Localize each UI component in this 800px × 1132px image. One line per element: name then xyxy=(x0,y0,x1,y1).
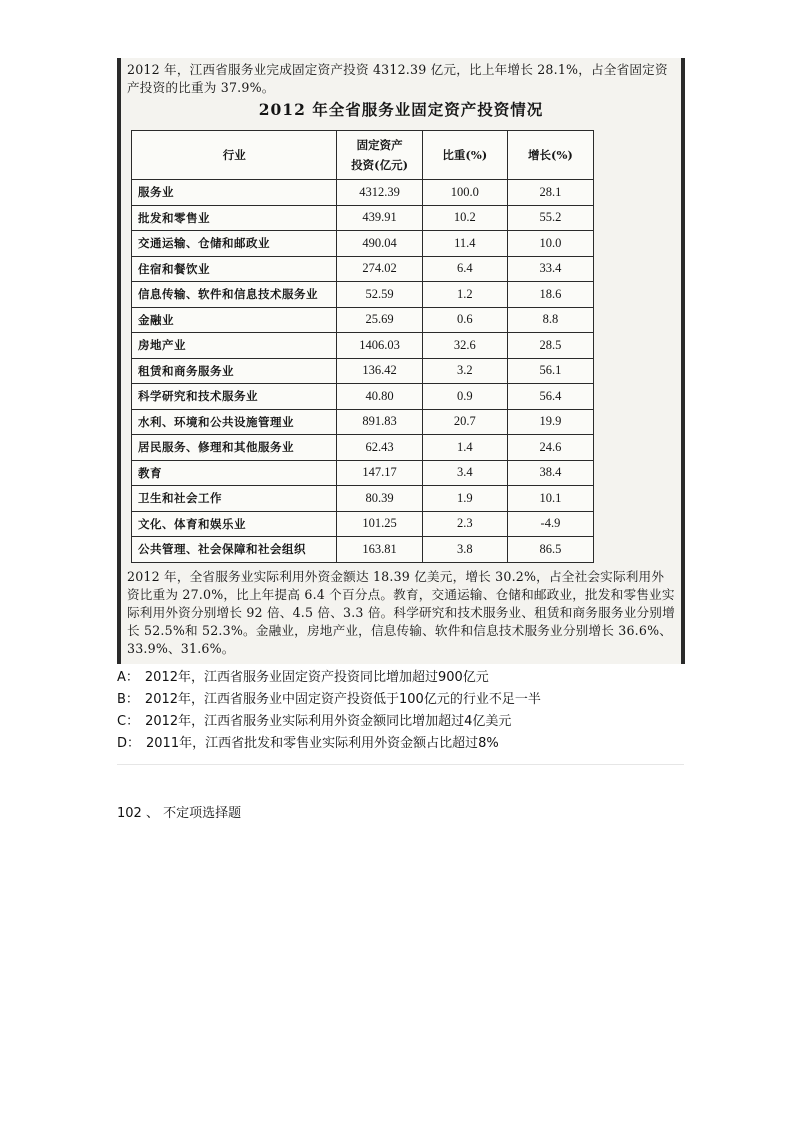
header-industry: 行业 xyxy=(132,131,337,180)
outro-paragraph: 2012 年，全省服务业实际利用外资金额达 18.39 亿美元，增长 30.2%，占全社会实际利用外资比重为 27.0%，比上年提高 6.4 个百分点。教育，交通运输、仓储和邮政业，批发和零售业实际利用外资分别增长 92 倍、4.5 倍、3.3 倍。科学研究和技术服务业、租赁和商务服务业分别增长 52.5%和 52.3%。金融业，房地产业，信息传输、软件和信息技术服务业分别增长 36.6%、33.9%、31.6%。 xyxy=(127,569,675,656)
cell-industry-name: 水利、环境和公共设施管理业 xyxy=(132,409,337,435)
cell-share: 3.4 xyxy=(422,460,507,486)
table-row xyxy=(132,460,594,486)
cell-share: 6.4 xyxy=(422,256,507,282)
cell-share: 1.9 xyxy=(422,486,507,512)
header-investment-line2: 投资(亿元) xyxy=(351,158,409,172)
option-b-text: 2012年，江西省服务业中固定资产投资低于100亿元的行业不足一半 xyxy=(144,692,541,707)
cell-growth: 10.1 xyxy=(507,486,593,512)
table-row xyxy=(132,333,594,359)
intro-paragraph: 2012 年，江西省服务业完成固定资产投资 4312.39 亿元，比上年增长 28.1%，占全省固定资产投资的比重为 37.9%。 xyxy=(127,62,668,95)
cell-share: 1.2 xyxy=(422,282,507,308)
table-row xyxy=(132,537,594,563)
cell-industry-name: 批发和零售业 xyxy=(132,205,337,231)
option-a-label: A： xyxy=(117,670,139,685)
cell-industry-name: 公共管理、社会保障和社会组织 xyxy=(132,537,337,563)
cell-growth: 55.2 xyxy=(507,205,593,231)
table-row xyxy=(132,282,594,308)
cell-investment: 1406.03 xyxy=(337,333,422,359)
cell-industry-name: 文化、体育和娱乐业 xyxy=(132,511,337,537)
cell-share: 3.8 xyxy=(422,537,507,563)
cell-investment: 163.81 xyxy=(337,537,422,563)
cell-share: 20.7 xyxy=(422,409,507,435)
option-a[interactable] xyxy=(117,668,489,688)
cell-industry-name: 信息传输、软件和信息技术服务业 xyxy=(132,282,337,308)
table-row xyxy=(132,180,594,206)
header-share: 比重(%) xyxy=(422,131,507,180)
scanned-figure xyxy=(117,58,685,664)
cell-growth: 38.4 xyxy=(507,460,593,486)
cell-share: 10.2 xyxy=(422,205,507,231)
table-row xyxy=(132,358,594,384)
cell-industry-name: 金融业 xyxy=(132,307,337,333)
cell-industry-name: 居民服务、修理和其他服务业 xyxy=(132,435,337,461)
option-c[interactable] xyxy=(117,712,511,732)
cell-industry-name: 交通运输、仓储和邮政业 xyxy=(132,231,337,257)
cell-growth: 10.0 xyxy=(507,231,593,257)
cell-industry-name: 科学研究和技术服务业 xyxy=(132,384,337,410)
cell-growth: 28.1 xyxy=(507,180,593,206)
option-b-label: B： xyxy=(117,692,139,707)
table-row xyxy=(132,205,594,231)
cell-share: 0.9 xyxy=(422,384,507,410)
cell-growth: 33.4 xyxy=(507,256,593,282)
cell-industry-name: 住宿和餐饮业 xyxy=(132,256,337,282)
cell-share: 1.4 xyxy=(422,435,507,461)
cell-investment: 52.59 xyxy=(337,282,422,308)
cell-share: 11.4 xyxy=(422,231,507,257)
option-d[interactable] xyxy=(117,734,499,754)
cell-investment: 80.39 xyxy=(337,486,422,512)
cell-investment: 25.69 xyxy=(337,307,422,333)
cell-share: 3.2 xyxy=(422,358,507,384)
cell-investment: 40.80 xyxy=(337,384,422,410)
cell-growth: 19.9 xyxy=(507,409,593,435)
option-d-label: D： xyxy=(117,736,141,751)
cell-growth: 18.6 xyxy=(507,282,593,308)
cell-share: 2.3 xyxy=(422,511,507,537)
cell-industry-name: 租赁和商务服务业 xyxy=(132,358,337,384)
table-row xyxy=(132,435,594,461)
cell-investment: 490.04 xyxy=(337,231,422,257)
cell-investment: 439.91 xyxy=(337,205,422,231)
next-question-heading: 102 、 不定项选择题 xyxy=(117,806,242,821)
cell-investment: 147.17 xyxy=(337,460,422,486)
table-row xyxy=(132,307,594,333)
cell-investment: 274.02 xyxy=(337,256,422,282)
option-d-text: 2011年，江西省批发和零售业实际利用外资金额占比超过8% xyxy=(146,736,499,751)
cell-growth: 56.4 xyxy=(507,384,593,410)
cell-growth: 8.8 xyxy=(507,307,593,333)
cell-industry-name: 教育 xyxy=(132,460,337,486)
option-b[interactable] xyxy=(117,690,541,710)
header-investment xyxy=(337,131,422,180)
table-row xyxy=(132,486,594,512)
table-row xyxy=(132,256,594,282)
cell-investment: 62.43 xyxy=(337,435,422,461)
cell-investment: 891.83 xyxy=(337,409,422,435)
cell-share: 0.6 xyxy=(422,307,507,333)
cell-growth: 56.1 xyxy=(507,358,593,384)
cell-industry-name: 卫生和社会工作 xyxy=(132,486,337,512)
table-row xyxy=(132,409,594,435)
table-row xyxy=(132,384,594,410)
cell-industry-name: 房地产业 xyxy=(132,333,337,359)
cell-growth: -4.9 xyxy=(507,511,593,537)
cell-investment: 4312.39 xyxy=(337,180,422,206)
cell-investment: 101.25 xyxy=(337,511,422,537)
investment-table xyxy=(131,130,594,563)
table-row xyxy=(132,231,594,257)
header-growth: 增长(%) xyxy=(507,131,593,180)
divider xyxy=(117,764,684,765)
cell-investment: 136.42 xyxy=(337,358,422,384)
cell-growth: 86.5 xyxy=(507,537,593,563)
table-row xyxy=(132,511,594,537)
cell-growth: 24.6 xyxy=(507,435,593,461)
table-header-row xyxy=(132,131,594,180)
option-c-text: 2012年，江西省服务业实际利用外资金额同比增加超过4亿美元 xyxy=(145,714,512,729)
cell-share: 32.6 xyxy=(422,333,507,359)
option-a-text: 2012年，江西省服务业固定资产投资同比增加超过900亿元 xyxy=(144,670,489,685)
table-title: 2012 年全省服务业固定资产投资情况 xyxy=(258,100,544,119)
cell-industry-name: 服务业 xyxy=(132,180,337,206)
cell-growth: 28.5 xyxy=(507,333,593,359)
option-c-label: C： xyxy=(117,714,140,729)
header-investment-line1: 固定资产 xyxy=(356,138,403,152)
cell-share: 100.0 xyxy=(422,180,507,206)
